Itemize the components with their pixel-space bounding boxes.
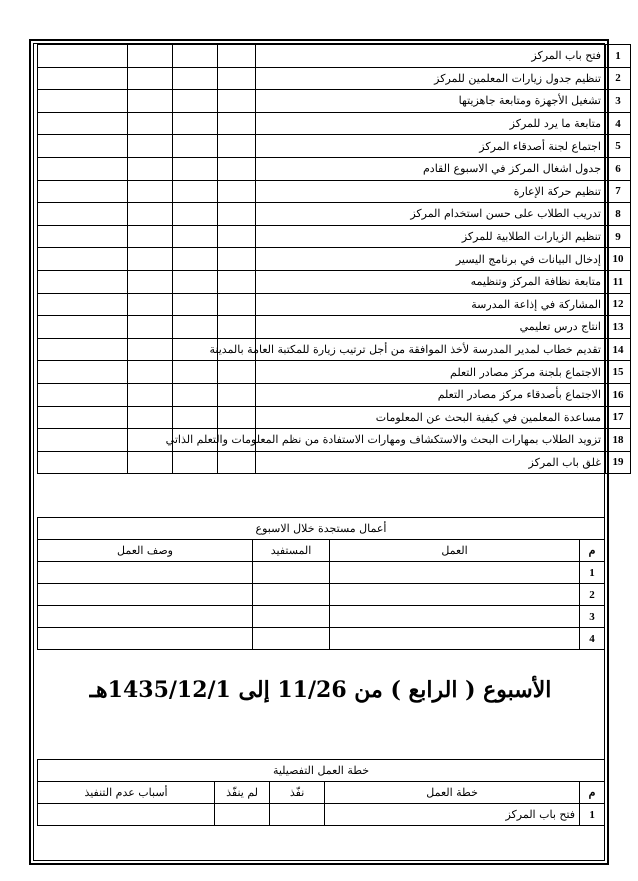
task-text: تزويد الطلاب بمهارات البحث والاستكشاف ومهارات الاستفادة من نظم المعلومات والتعلم الذاتي xyxy=(256,429,606,452)
empty-cell xyxy=(218,90,256,113)
task-number: 12 xyxy=(606,293,631,316)
empty-cell xyxy=(38,584,253,606)
empty-cell xyxy=(173,361,218,384)
weekly-work-table xyxy=(37,517,605,650)
empty-cell xyxy=(218,135,256,158)
task-number: 19 xyxy=(606,451,631,474)
table-row xyxy=(38,67,631,90)
task-number: 2 xyxy=(606,67,631,90)
plan-col-plan: خطة العمل xyxy=(325,782,580,804)
plan-row-number: 1 xyxy=(580,804,605,826)
empty-cell xyxy=(38,293,128,316)
task-number: 5 xyxy=(606,135,631,158)
empty-cell xyxy=(173,135,218,158)
table-row xyxy=(38,562,605,584)
weekly-col-beneficiary: المستفيد xyxy=(253,540,330,562)
empty-cell xyxy=(38,451,128,474)
empty-cell xyxy=(218,316,256,339)
table-row xyxy=(38,584,605,606)
empty-cell xyxy=(218,67,256,90)
task-text: إدخال البيانات في برنامج اليسير xyxy=(256,248,606,271)
empty-cell xyxy=(173,248,218,271)
task-number: 4 xyxy=(606,112,631,135)
task-text: مساعدة المعلمين في كيفية البحث عن المعلومات xyxy=(256,406,606,429)
table-row xyxy=(38,112,631,135)
empty-cell xyxy=(38,270,128,293)
task-number: 11 xyxy=(606,270,631,293)
table-row xyxy=(38,383,631,406)
empty-cell xyxy=(128,338,173,361)
empty-cell xyxy=(218,293,256,316)
empty-cell xyxy=(38,112,128,135)
table-row xyxy=(38,203,631,226)
task-number: 9 xyxy=(606,225,631,248)
task-number: 8 xyxy=(606,203,631,226)
empty-cell xyxy=(173,45,218,68)
empty-cell xyxy=(173,157,218,180)
empty-cell xyxy=(218,203,256,226)
empty-cell xyxy=(38,45,128,68)
table-row xyxy=(38,316,631,339)
task-text: تنظيم حركة الإعارة xyxy=(256,180,606,203)
empty-cell xyxy=(218,225,256,248)
task-text: متابعة نظافة المركز وتنظيمه xyxy=(256,270,606,293)
weekly-col-work: العمل xyxy=(330,540,580,562)
task-number: 13 xyxy=(606,316,631,339)
task-number: 14 xyxy=(606,338,631,361)
empty-cell xyxy=(38,203,128,226)
weekly-title: أعمال مستجدة خلال الاسبوع xyxy=(38,518,605,540)
empty-cell xyxy=(173,203,218,226)
empty-cell xyxy=(330,584,580,606)
table-row xyxy=(38,270,631,293)
task-text: تنظيم الزيارات الطلابية للمركز xyxy=(256,225,606,248)
task-text: متابعة ما يرد للمركز xyxy=(256,112,606,135)
empty-cell xyxy=(38,804,215,826)
empty-cell xyxy=(173,293,218,316)
empty-cell xyxy=(218,270,256,293)
empty-cell xyxy=(253,584,330,606)
table-row xyxy=(38,606,605,628)
empty-cell xyxy=(38,135,128,158)
table-row xyxy=(38,804,605,826)
table-row xyxy=(38,338,631,361)
weekly-row-number: 1 xyxy=(580,562,605,584)
table-row xyxy=(38,180,631,203)
empty-cell xyxy=(38,180,128,203)
empty-cell xyxy=(128,135,173,158)
empty-cell xyxy=(173,67,218,90)
empty-cell xyxy=(128,248,173,271)
task-text: جدول اشغال المركز في الاسبوع القادم xyxy=(256,157,606,180)
weekly-row-number: 4 xyxy=(580,628,605,650)
table-row xyxy=(38,157,631,180)
empty-cell xyxy=(330,562,580,584)
task-number: 15 xyxy=(606,361,631,384)
plan-col-done: نفّذ xyxy=(270,782,325,804)
empty-cell xyxy=(218,451,256,474)
task-number: 18 xyxy=(606,429,631,452)
weekly-row-number: 3 xyxy=(580,606,605,628)
empty-cell xyxy=(173,451,218,474)
empty-cell xyxy=(128,112,173,135)
empty-cell xyxy=(128,316,173,339)
empty-cell xyxy=(330,606,580,628)
empty-cell xyxy=(38,406,128,429)
task-text: تنظيم جدول زيارات المعلمين للمركز xyxy=(256,67,606,90)
table-row xyxy=(38,451,631,474)
task-text: تقديم خطاب لمدير المدرسة لأخذ الموافقة من أجل ترتيب زيارة للمكتبة العامة بالمدينة xyxy=(256,338,606,361)
empty-cell xyxy=(38,316,128,339)
empty-cell xyxy=(218,406,256,429)
empty-cell xyxy=(330,628,580,650)
empty-cell xyxy=(253,606,330,628)
table-row xyxy=(38,248,631,271)
empty-cell xyxy=(253,562,330,584)
empty-cell xyxy=(38,383,128,406)
empty-cell xyxy=(128,225,173,248)
table-row xyxy=(38,406,631,429)
task-number: 3 xyxy=(606,90,631,113)
empty-cell xyxy=(173,112,218,135)
task-text: اجتماع لجنة أصدقاء المركز xyxy=(256,135,606,158)
task-text: تشغيل الأجهزة ومتابعة جاهزيتها xyxy=(256,90,606,113)
empty-cell xyxy=(38,338,128,361)
week-heading: الأسبوع ( الرابع ) من 11/26 إلى 1435/12/1هـ xyxy=(89,677,552,703)
empty-cell xyxy=(128,383,173,406)
task-text: فتح باب المركز xyxy=(256,45,606,68)
tasks-table xyxy=(37,44,631,474)
empty-cell xyxy=(218,180,256,203)
empty-cell xyxy=(128,270,173,293)
empty-cell xyxy=(38,90,128,113)
empty-cell xyxy=(218,361,256,384)
table-row xyxy=(38,45,631,68)
plan-col-reasons: أسباب عدم التنفيذ xyxy=(38,782,215,804)
empty-cell xyxy=(128,361,173,384)
task-number: 7 xyxy=(606,180,631,203)
empty-cell xyxy=(38,67,128,90)
task-number: 6 xyxy=(606,157,631,180)
task-text: غلق باب المركز xyxy=(256,451,606,474)
empty-cell xyxy=(215,804,270,826)
empty-cell xyxy=(173,406,218,429)
empty-cell xyxy=(128,293,173,316)
table-row xyxy=(38,90,631,113)
empty-cell xyxy=(173,316,218,339)
task-text: تدريب الطلاب على حسن استخدام المركز xyxy=(256,203,606,226)
task-number: 10 xyxy=(606,248,631,271)
weekly-col-num: م xyxy=(580,540,605,562)
table-row xyxy=(38,293,631,316)
empty-cell xyxy=(173,225,218,248)
empty-cell xyxy=(128,180,173,203)
task-text: الاجتماع بلجنة مركز مصادر التعلم xyxy=(256,361,606,384)
table-row xyxy=(38,429,631,452)
empty-cell xyxy=(218,383,256,406)
empty-cell xyxy=(38,361,128,384)
task-number: 16 xyxy=(606,383,631,406)
empty-cell xyxy=(253,628,330,650)
task-number: 17 xyxy=(606,406,631,429)
table-row xyxy=(38,225,631,248)
empty-cell xyxy=(128,157,173,180)
empty-cell xyxy=(173,180,218,203)
plan-title: خطة العمل التفصيلية xyxy=(38,760,605,782)
empty-cell xyxy=(218,45,256,68)
table-row xyxy=(38,135,631,158)
weekly-col-desc: وصف العمل xyxy=(38,540,253,562)
plan-row-text: فتح باب المركز xyxy=(325,804,580,826)
empty-cell xyxy=(128,90,173,113)
table-row xyxy=(38,361,631,384)
empty-cell xyxy=(38,248,128,271)
empty-cell xyxy=(38,606,253,628)
empty-cell xyxy=(218,112,256,135)
empty-cell xyxy=(270,804,325,826)
plan-table xyxy=(37,759,605,826)
task-text: الاجتماع بأصدقاء مركز مصادر التعلم xyxy=(256,383,606,406)
empty-cell xyxy=(128,45,173,68)
empty-cell xyxy=(173,270,218,293)
empty-cell xyxy=(38,628,253,650)
empty-cell xyxy=(128,451,173,474)
empty-cell xyxy=(128,67,173,90)
empty-cell xyxy=(173,383,218,406)
empty-cell xyxy=(38,225,128,248)
empty-cell xyxy=(38,429,128,452)
task-number: 1 xyxy=(606,45,631,68)
empty-cell xyxy=(173,90,218,113)
task-text: انتاج درس تعليمي xyxy=(256,316,606,339)
plan-col-num: م xyxy=(580,782,605,804)
weekly-row-number: 2 xyxy=(580,584,605,606)
empty-cell xyxy=(128,406,173,429)
plan-col-not-done: لم ينفّذ xyxy=(215,782,270,804)
task-text: المشاركة في إذاعة المدرسة xyxy=(256,293,606,316)
empty-cell xyxy=(38,157,128,180)
empty-cell xyxy=(218,157,256,180)
empty-cell xyxy=(128,203,173,226)
empty-cell xyxy=(218,248,256,271)
table-row xyxy=(38,628,605,650)
empty-cell xyxy=(38,562,253,584)
